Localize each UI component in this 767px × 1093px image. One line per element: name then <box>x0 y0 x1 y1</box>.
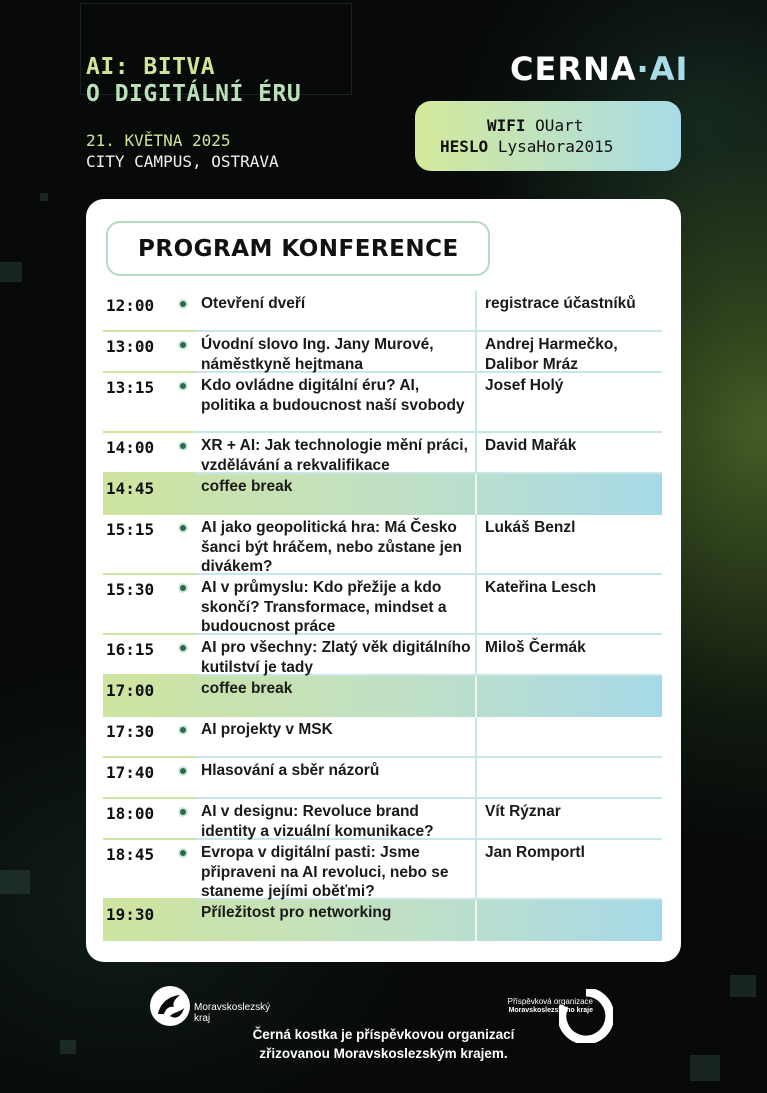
event-place: CITY CAMPUS, OSTRAVA <box>86 152 279 171</box>
schedule-break-row <box>103 900 662 941</box>
password-label: HESLO <box>440 137 489 156</box>
schedule-time: 13:15 <box>106 378 155 397</box>
schedule-break-row <box>103 474 662 515</box>
schedule-speaker: Vít Rýznar <box>485 803 561 820</box>
msk-logo-line2: kraj <box>194 1013 211 1024</box>
schedule-time: 18:00 <box>106 804 155 823</box>
schedule-row <box>103 515 662 575</box>
footer-note-line2: zřizovanou Moravskoslezským krajem. <box>259 1046 508 1061</box>
column-divider <box>475 373 477 431</box>
column-divider <box>475 474 477 515</box>
schedule-speaker: registrace účastníků <box>485 295 636 312</box>
column-divider <box>475 900 477 941</box>
column-divider <box>475 799 477 838</box>
brand-name-part1: CERNA <box>510 50 637 88</box>
wifi-info-box <box>415 101 681 171</box>
column-divider <box>475 515 477 573</box>
event-title-line1: AI: BITVA <box>86 54 216 80</box>
schedule-talk: AI pro všechny: Zlatý věk digitálního kutilství je tady <box>201 639 471 676</box>
schedule-talk: Evropa v digitální pasti: Jsme připraveni na AI revoluci, nebo se staneme jejími oběťmi? <box>201 844 449 900</box>
schedule-row <box>103 717 662 758</box>
schedule-time: 17:30 <box>106 722 155 741</box>
schedule-time: 12:00 <box>106 296 155 315</box>
po-logo-line2: Moravskoslezského kraje <box>508 1007 593 1014</box>
schedule-time: 17:40 <box>106 763 155 782</box>
bullet-icon <box>180 342 186 348</box>
brand-dot: · <box>636 50 650 88</box>
column-divider <box>475 433 477 472</box>
decor-square <box>730 975 756 997</box>
schedule-speaker: Kateřina Lesch <box>485 579 597 596</box>
schedule-row <box>103 433 662 474</box>
bullet-icon <box>180 301 186 307</box>
schedule-time: 15:30 <box>106 580 155 599</box>
column-divider <box>475 332 477 371</box>
schedule-row <box>103 332 662 373</box>
schedule-row <box>103 291 662 332</box>
schedule-talk: Hlasování a sběr názorů <box>201 762 380 779</box>
event-date-block <box>86 130 279 172</box>
column-divider <box>475 676 477 717</box>
event-title-line2: O DIGITÁLNÍ ÉRU <box>86 81 302 107</box>
column-divider <box>475 635 477 674</box>
brand-name-part2: AI <box>649 50 689 88</box>
schedule-speaker: Josef Holý <box>485 377 564 394</box>
brand-logo <box>510 50 688 88</box>
schedule-row <box>103 840 662 900</box>
bullet-icon <box>180 383 186 389</box>
column-divider <box>475 291 477 330</box>
event-date: 21. KVĚTNA 2025 <box>86 131 231 150</box>
column-divider <box>475 840 477 898</box>
schedule-talk: coffee break <box>201 478 293 495</box>
bullet-icon <box>180 443 186 449</box>
wifi-value: OUart <box>535 116 584 135</box>
program-title: PROGRAM KONFERENCE <box>106 221 490 276</box>
schedule-time: 15:15 <box>106 520 155 539</box>
schedule-time: 14:45 <box>106 479 155 498</box>
schedule-speaker: David Mařák <box>485 437 577 454</box>
event-title <box>86 54 301 108</box>
schedule-time: 14:00 <box>106 438 155 457</box>
schedule-row <box>103 758 662 799</box>
bullet-icon <box>180 727 186 733</box>
schedule-break-row <box>103 676 662 717</box>
bullet-icon <box>180 809 186 815</box>
bullet-icon <box>180 645 186 651</box>
schedule-talk: AI jako geopolitická hra: Má Česko šanci být hráčem, nebo zůstane jen divákem? <box>201 519 462 575</box>
decor-square <box>40 193 48 201</box>
schedule-talk: AI v průmyslu: Kdo přežije a kdo skončí? Transformace, mindset a budoucnost práce <box>201 579 447 635</box>
msk-logo-line1: Moravskoslezský <box>194 1002 271 1013</box>
schedule-talk: Otevření dveří <box>201 295 306 312</box>
bullet-icon <box>180 585 186 591</box>
schedule-row <box>103 373 662 433</box>
schedule-speaker: Andrej Harmečko, Dalibor Mráz <box>485 336 618 373</box>
decor-square <box>0 870 30 894</box>
schedule-row <box>103 635 662 676</box>
schedule-talk: Úvodní slovo Ing. Jany Murové, náměstkyně hejtmana <box>201 336 434 373</box>
password-value: LysaHora2015 <box>497 137 614 156</box>
bullet-icon <box>180 850 186 856</box>
schedule-talk: coffee break <box>201 680 293 697</box>
footer-note-line1: Černá kostka je příspěvkovou organizací <box>252 1027 515 1042</box>
column-divider <box>475 758 477 797</box>
schedule-time: 16:15 <box>106 640 155 659</box>
schedule-row <box>103 575 662 635</box>
schedule-talk: AI projekty v MSK <box>201 721 333 738</box>
column-divider <box>475 717 477 756</box>
schedule-time: 18:45 <box>106 845 155 864</box>
bullet-icon <box>180 768 186 774</box>
footer-note <box>0 1025 767 1063</box>
schedule-speaker: Miloš Čermák <box>485 639 586 656</box>
schedule-talk: XR + AI: Jak technologie mění práci, vzdělávání a rekvalifikace <box>201 437 468 474</box>
schedule-time: 17:00 <box>106 681 155 700</box>
schedule-time: 13:00 <box>106 337 155 356</box>
schedule-talk: Kdo ovládne digitální éru? AI, politika a budoucnost naší svobody <box>201 377 465 414</box>
schedule-talk: Příležitost pro networking <box>201 904 392 921</box>
po-logo-line1: Příspěvková organizace <box>507 997 593 1006</box>
bullet-icon <box>180 525 186 531</box>
schedule-speaker: Jan Romportl <box>485 844 585 861</box>
msk-logo-icon <box>150 986 190 1026</box>
schedule-time: 19:30 <box>106 905 155 924</box>
decor-square <box>0 262 22 282</box>
wifi-label: WIFI <box>487 116 526 135</box>
schedule-row <box>103 799 662 840</box>
column-divider <box>475 575 477 633</box>
schedule-talk: AI v designu: Revoluce brand identity a vizuální komunikace? <box>201 803 434 840</box>
schedule-speaker: Lukáš Benzl <box>485 519 576 536</box>
